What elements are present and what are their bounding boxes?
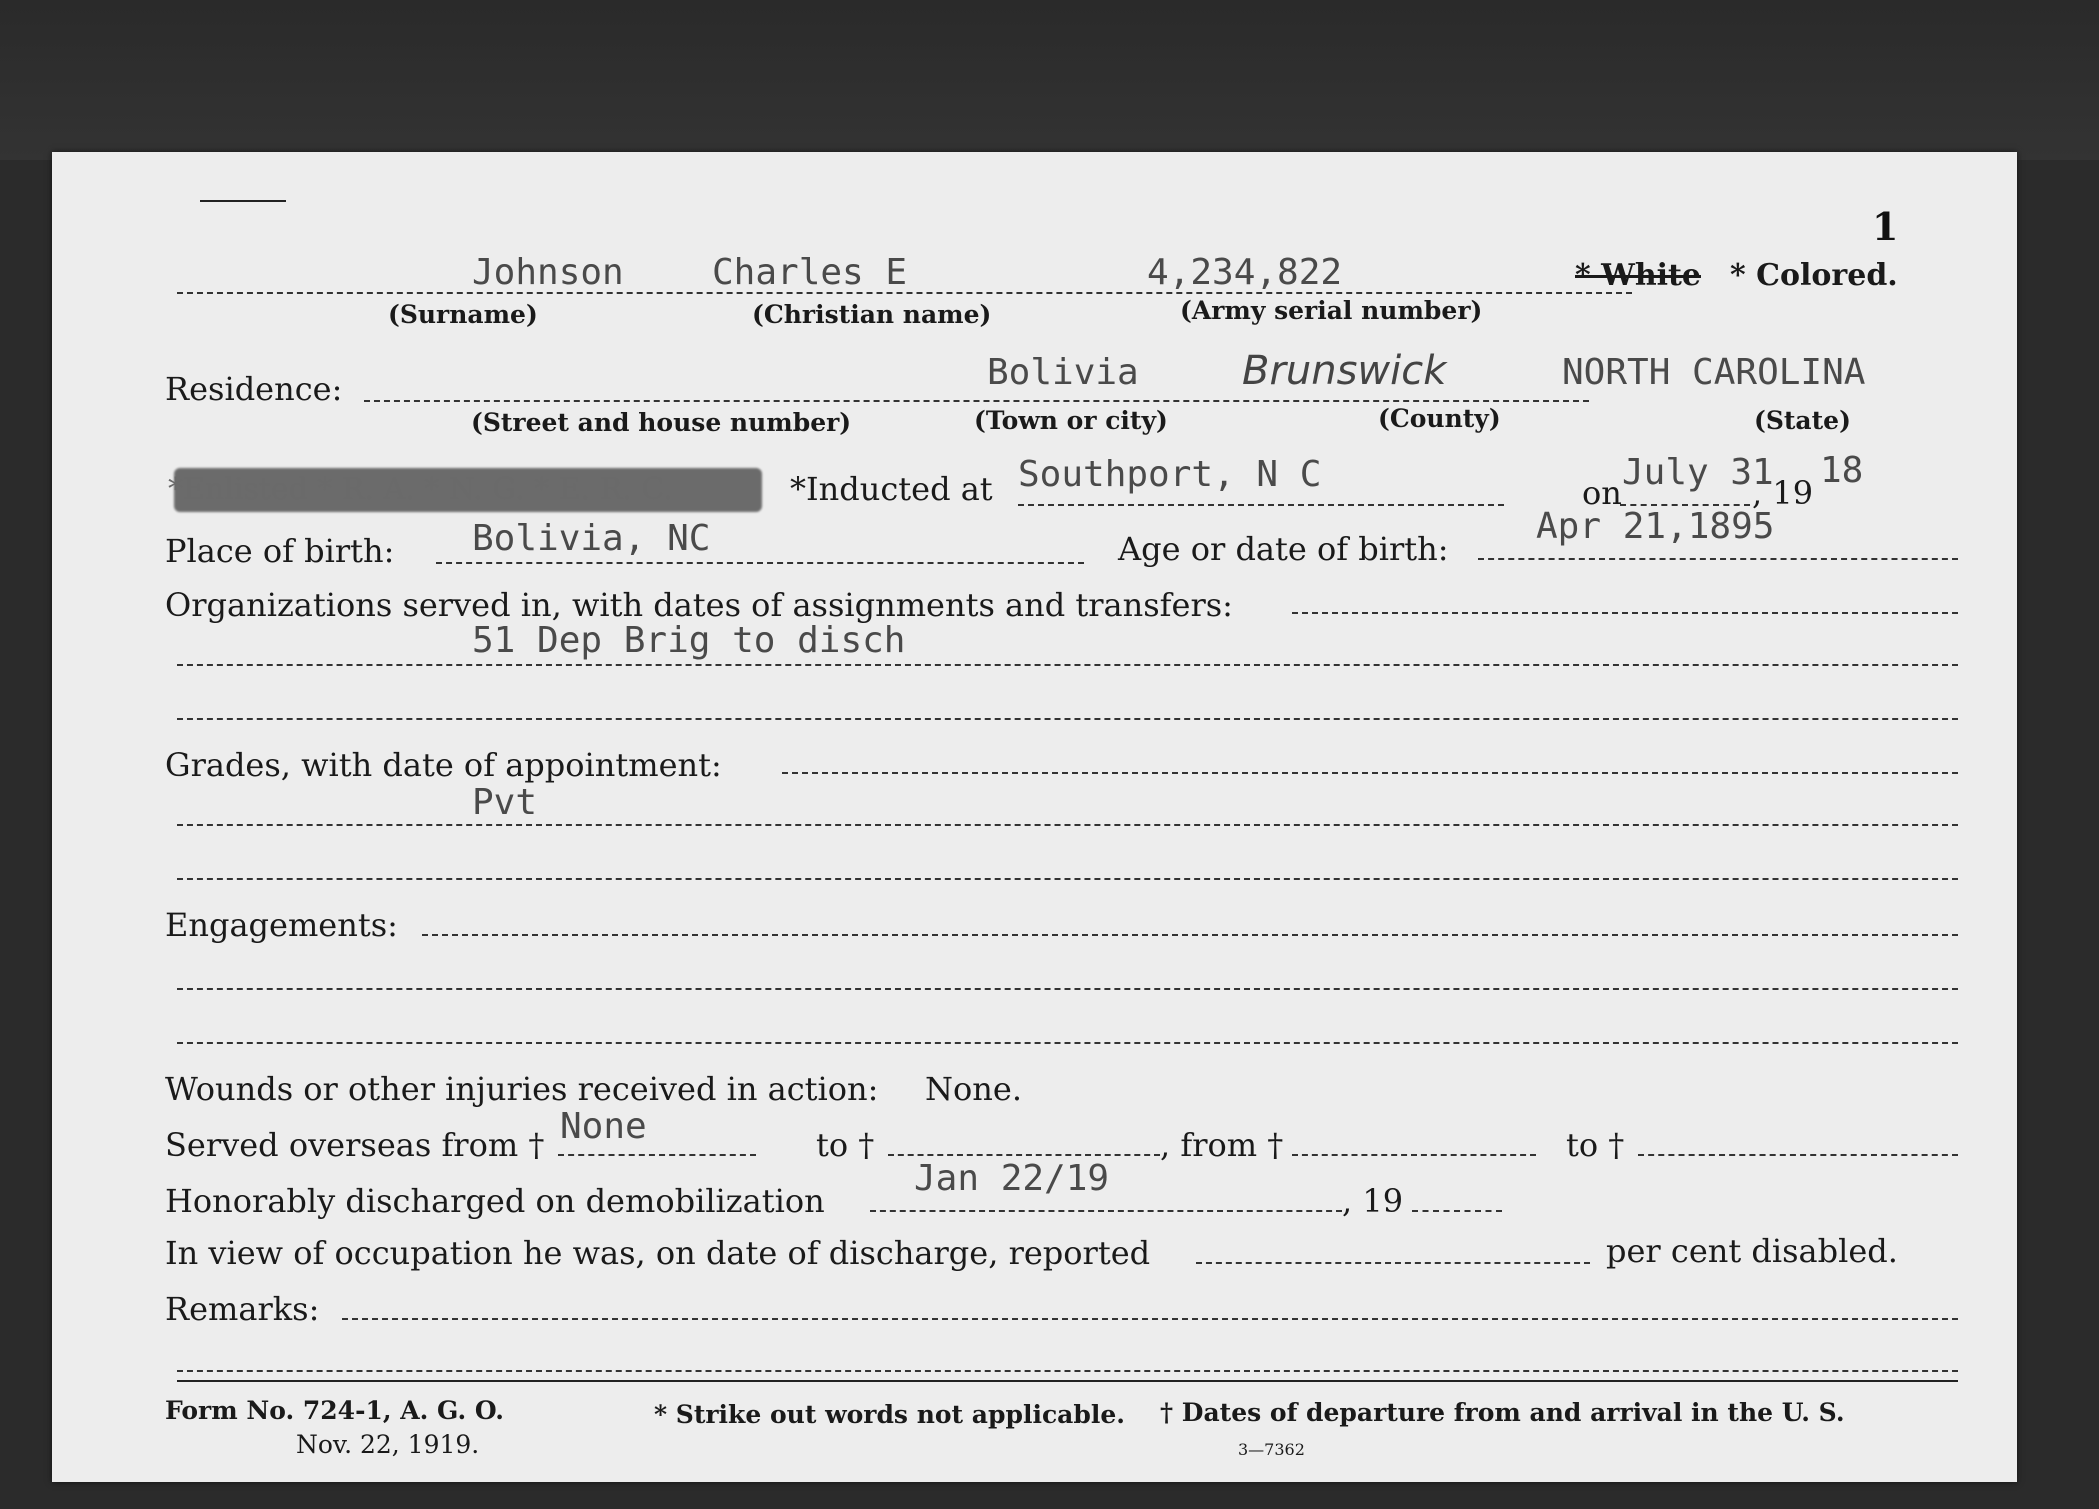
overseas-from2-line [1292, 1154, 1536, 1156]
disability-label: In view of occupation he was, on date of discharge, reported [165, 1234, 1151, 1272]
discharge-year-line [1412, 1210, 1502, 1212]
street-caption: (Street and house number) [471, 408, 852, 437]
residence-line [364, 400, 1589, 402]
age-label: Age or date of birth: [1118, 530, 1449, 568]
discharge-line [870, 1210, 1342, 1212]
overseas-from-line [558, 1154, 756, 1156]
induction-year-value: 18 [1820, 450, 1864, 491]
overseas-from2-label: , from † [1160, 1126, 1284, 1164]
enlisted-options: *Enlisted * R. A. * N. G. * E. R. C. [168, 472, 673, 507]
engagements-line-1 [422, 934, 1958, 936]
race-white: * White [1575, 258, 1701, 293]
dates-note: † Dates of departure from and arrival in the U. S. [1160, 1398, 1845, 1427]
town-caption: (Town or city) [974, 406, 1168, 435]
inducted-at-value: Southport, N C [1018, 454, 1322, 495]
remarks-bottom-rule [177, 1380, 1958, 1382]
inducted-at-label: *Inducted at [790, 470, 993, 508]
remarks-line-2 [177, 1370, 1958, 1372]
organizations-line-1 [1292, 612, 1958, 614]
serial-number-caption: (Army serial number) [1180, 296, 1483, 325]
residence-state-value: NORTH CAROLINA [1562, 352, 1866, 393]
disability-suffix: per cent disabled. [1606, 1232, 1898, 1270]
christian-name-value: Charles E [712, 252, 908, 293]
discharge-value: Jan 22/19 [914, 1158, 1110, 1199]
disability-line [1196, 1262, 1590, 1264]
scan-background [0, 0, 2099, 160]
christian-name-caption: (Christian name) [752, 300, 992, 329]
form-number: Form No. 724-1, A. G. O. [165, 1396, 504, 1425]
overseas-to-label: to † [816, 1126, 875, 1164]
wounds-value: None. [925, 1070, 1022, 1108]
organizations-line-3 [177, 718, 1958, 720]
discharge-label: Honorably discharged on demobilization [165, 1182, 825, 1220]
place-of-birth-line [436, 562, 1084, 564]
remarks-label: Remarks: [165, 1290, 320, 1328]
engagements-label: Engagements: [165, 906, 398, 944]
surname-caption: (Surname) [388, 300, 538, 329]
age-value: Apr 21,1895 [1536, 506, 1775, 547]
place-of-birth-value: Bolivia, NC [472, 518, 711, 559]
serial-number-value: 4,234,822 [1147, 252, 1343, 293]
race-colored: * Colored. [1730, 258, 1898, 293]
grades-label: Grades, with date of appointment: [165, 746, 722, 784]
grades-line-2 [177, 824, 1958, 826]
overseas-label: Served overseas from † [165, 1126, 545, 1164]
top-rule [200, 200, 286, 202]
remarks-line-1 [342, 1318, 1958, 1320]
overseas-to2-label: to † [1566, 1126, 1625, 1164]
age-line [1478, 558, 1958, 560]
residence-label: Residence: [165, 370, 343, 408]
engagements-line-2 [177, 988, 1958, 990]
overseas-to-line [888, 1154, 1160, 1156]
grades-line-3 [177, 878, 1958, 880]
overseas-from-value: None [560, 1106, 647, 1147]
strike-note: * Strike out words not applicable. [654, 1400, 1125, 1429]
residence-county-value: Brunswick [1242, 348, 1447, 394]
induction-date-value: July 31 [1622, 452, 1774, 493]
service-record-card [52, 152, 2017, 1482]
organizations-line-2 [177, 664, 1958, 666]
organizations-value: 51 Dep Brig to disch [472, 620, 906, 661]
inducted-at-line [1018, 504, 1504, 506]
engagements-line-3 [177, 1042, 1958, 1044]
surname-value: Johnson [472, 252, 624, 293]
state-caption: (State) [1754, 406, 1851, 435]
grades-line-1 [782, 772, 1958, 774]
wounds-label: Wounds or other injuries received in action: [165, 1070, 879, 1108]
discharge-year-prefix: , 19 [1342, 1182, 1404, 1220]
place-of-birth-label: Place of birth: [165, 532, 395, 570]
on-label: on [1582, 474, 1622, 512]
grades-value: Pvt [472, 782, 538, 823]
county-caption: (County) [1378, 404, 1501, 433]
induction-year-prefix: , 19 [1752, 474, 1814, 512]
organizations-label: Organizations served in, with dates of assignments and transfers: [165, 586, 1233, 624]
residence-town-value: Bolivia [987, 352, 1139, 393]
form-date: Nov. 22, 1919. [296, 1430, 480, 1459]
card-number: 1 [1872, 204, 1899, 249]
overseas-to2-line [1638, 1154, 1958, 1156]
print-code: 3—7362 [1238, 1440, 1305, 1459]
